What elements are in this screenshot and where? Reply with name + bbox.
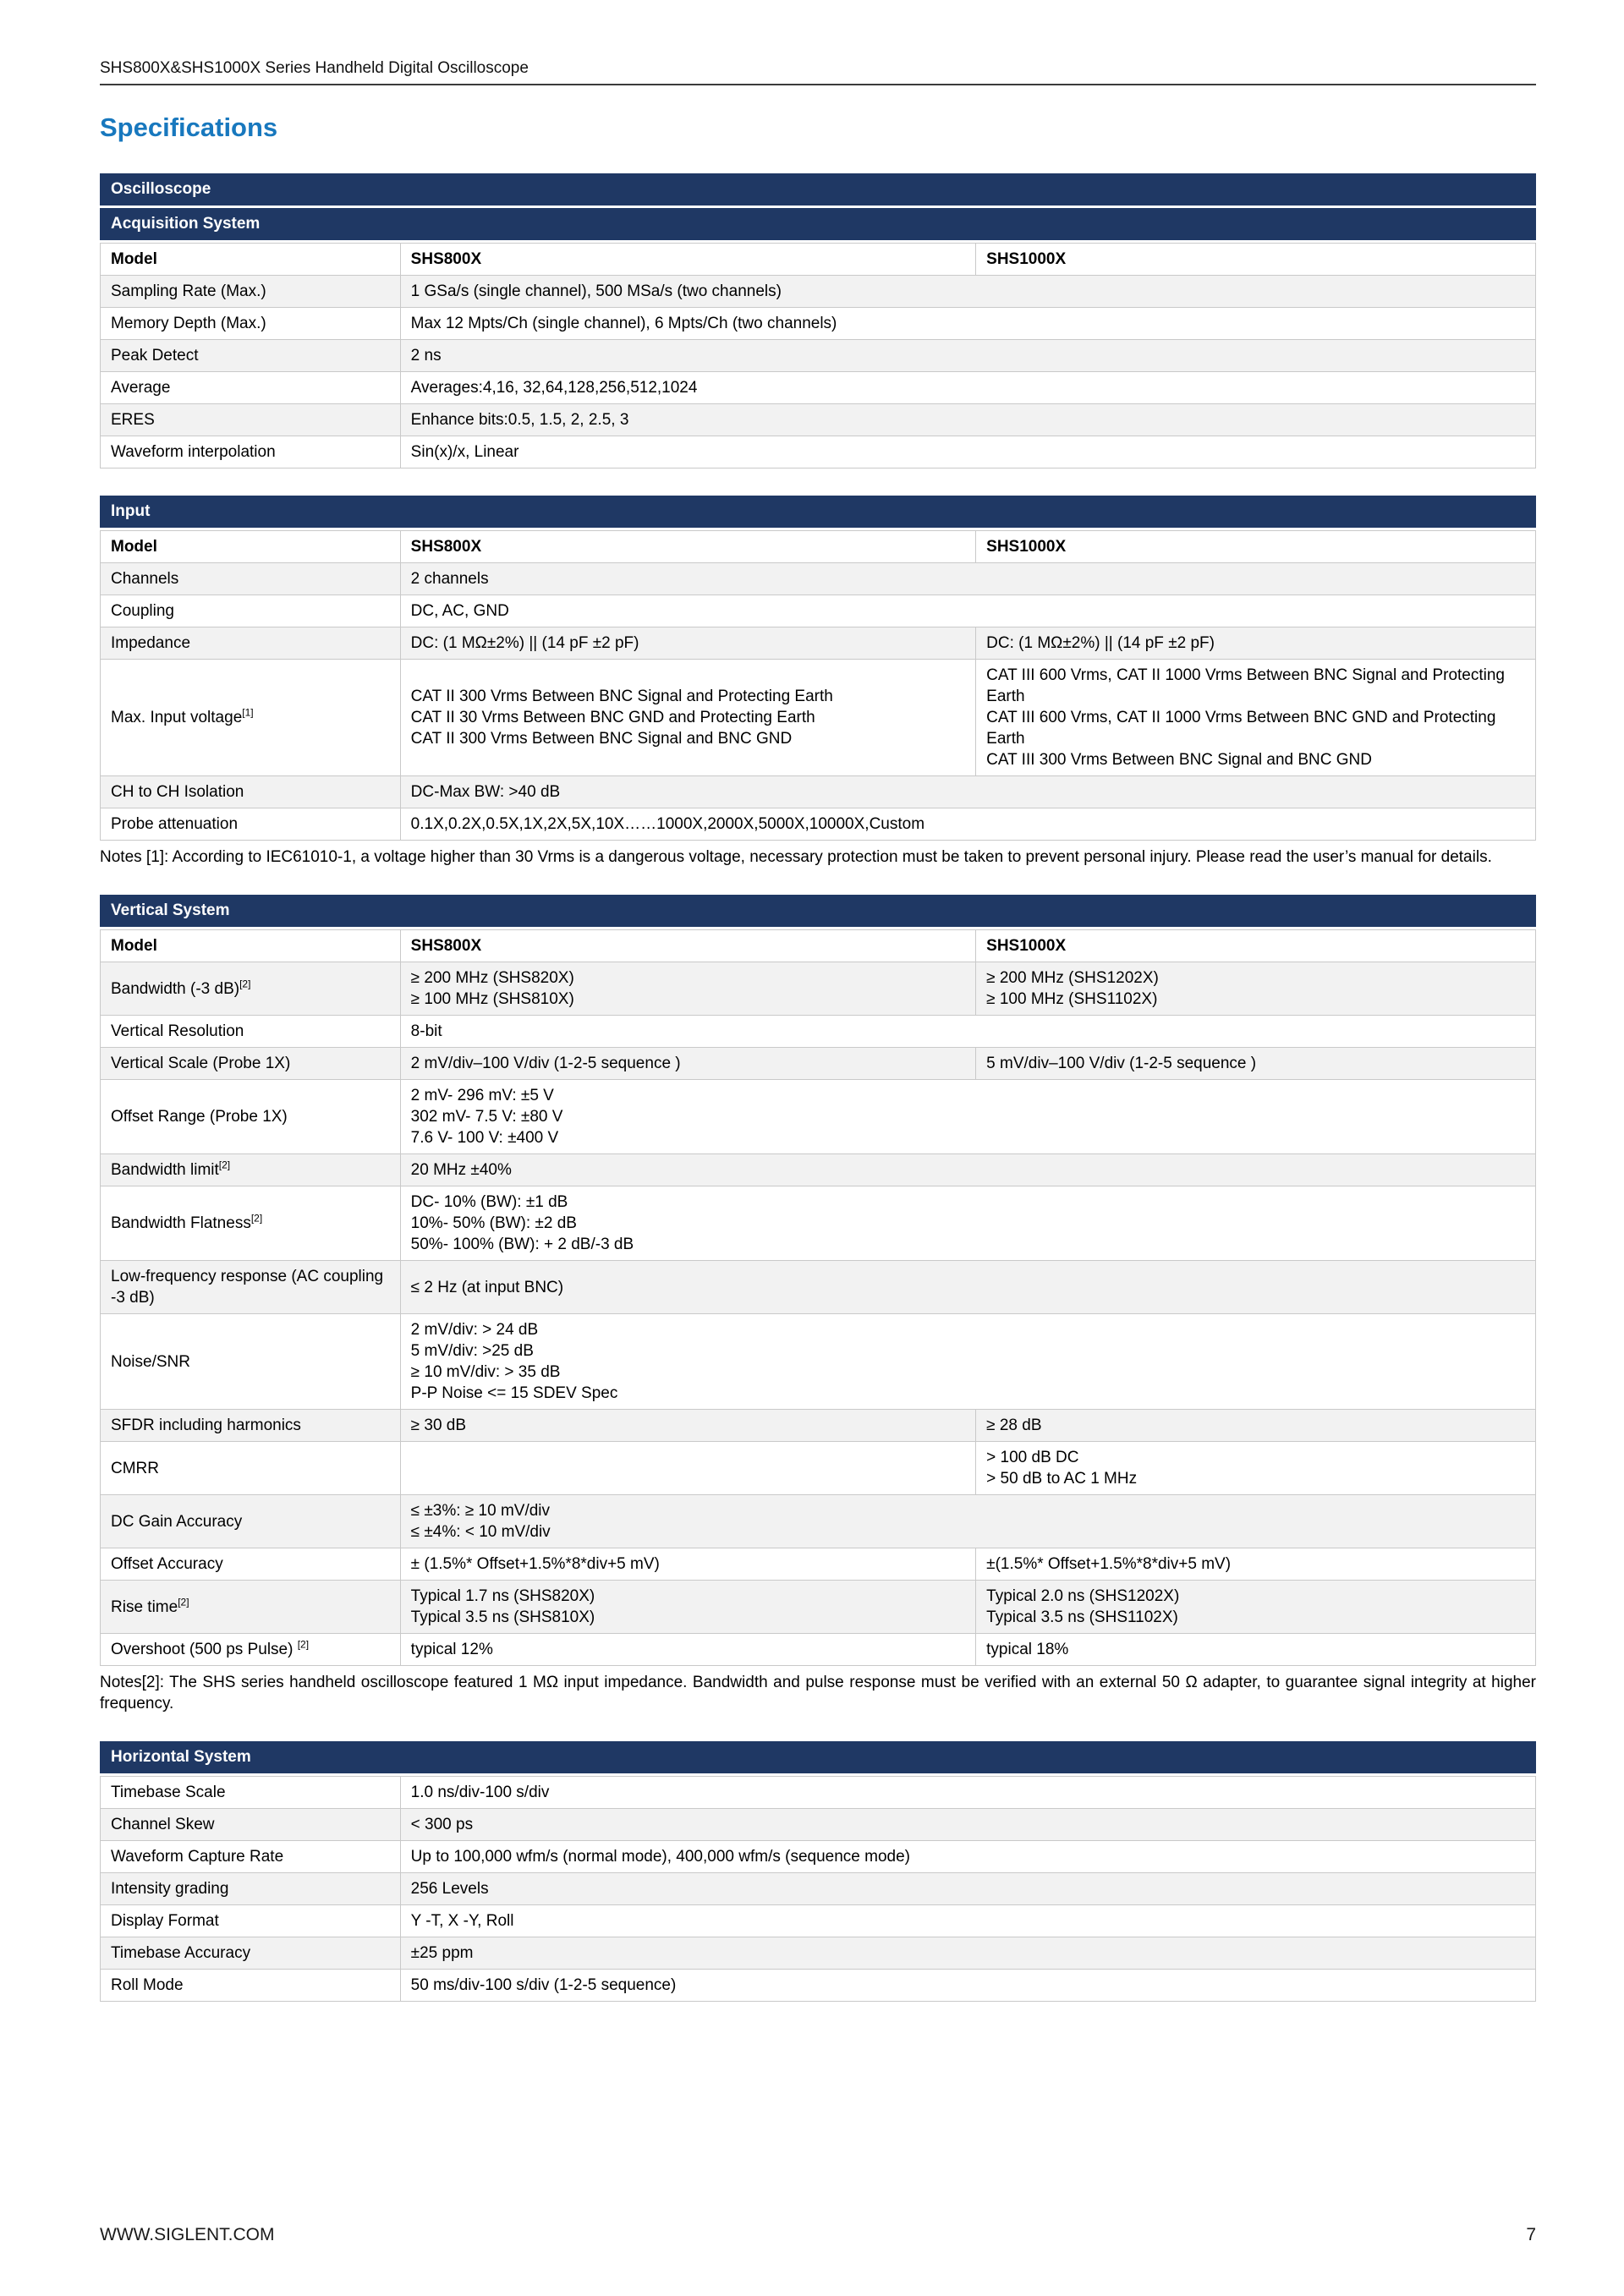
table-footnote: Notes[2]: The SHS series handheld oscilloscope featured 1 MΩ input impedance. Bandwidth and pulse response must be verified with an external 50 Ω adapter, to guarantee signal integrity at higher frequency. xyxy=(100,1674,1536,1712)
table-row xyxy=(101,1905,1536,1937)
row-label: Offset Accuracy xyxy=(101,1548,401,1581)
table-footnote: Notes [1]: According to IEC61010-1, a voltage higher than 30 Vrms is a dangerous voltage, necessary protection must be taken to prevent personal injury. Please read the user’s manual for details. xyxy=(100,848,1492,866)
spec-value-cell: 50 ms/div-100 s/div (1-2-5 sequence) xyxy=(400,1970,1535,2002)
spec-value-cell: Typical 2.0 ns (SHS1202X) Typical 3.5 ns (SHS1102X) xyxy=(976,1581,1536,1634)
row-label: Bandwidth Flatness[2] xyxy=(101,1186,401,1261)
spec-value-cell xyxy=(400,1442,975,1495)
spec-value-cell: SHS1000X xyxy=(976,244,1536,276)
footnote-ref: [2] xyxy=(239,978,251,990)
row-label: ERES xyxy=(101,404,401,436)
footer-website: WWW.SIGLENT.COM xyxy=(100,2225,275,2244)
spec-value-cell: Averages:4,16, 32,64,128,256,512,1024 xyxy=(400,372,1535,404)
row-label: Roll Mode xyxy=(101,1970,401,2002)
table-row xyxy=(101,1548,1536,1581)
spec-value-cell: Sin(x)/x, Linear xyxy=(400,436,1535,469)
spec-value-cell: ≤ 2 Hz (at input BNC) xyxy=(400,1261,1535,1314)
table-row xyxy=(101,244,1536,276)
spec-value-cell: > 100 dB DC > 50 dB to AC 1 MHz xyxy=(976,1442,1536,1495)
row-label: Model xyxy=(101,930,401,962)
row-label: Waveform interpolation xyxy=(101,436,401,469)
document-header-title: SHS800X&SHS1000X Series Handheld Digital Oscilloscope xyxy=(100,59,529,77)
spec-value-cell: SHS1000X xyxy=(976,930,1536,962)
footnote-ref: [2] xyxy=(218,1159,231,1171)
spec-value-cell: ≥ 200 MHz (SHS1202X) ≥ 100 MHz (SHS1102X) xyxy=(976,962,1536,1016)
spec-value-cell: ≤ ±3%: ≥ 10 mV/div ≤ ±4%: < 10 mV/div xyxy=(400,1495,1535,1548)
spec-tables-host xyxy=(100,173,1536,2002)
table-row xyxy=(101,563,1536,595)
spec-value-cell: 2 mV- 296 mV: ±5 V 302 mV- 7.5 V: ±80 V 7.6 V- 100 V: ±400 V xyxy=(400,1080,1535,1154)
table-row xyxy=(101,1777,1536,1809)
spec-value-cell: 0.1X,0.2X,0.5X,1X,2X,5X,10X……1000X,2000X,5000X,10000X,Custom xyxy=(400,808,1535,841)
table-row xyxy=(101,340,1536,372)
row-label: SFDR including harmonics xyxy=(101,1410,401,1442)
spec-value-cell: 8-bit xyxy=(400,1016,1535,1048)
row-label: Noise/SNR xyxy=(101,1314,401,1410)
row-label: Timebase Accuracy xyxy=(101,1937,401,1970)
table-row xyxy=(101,595,1536,627)
spec-value-cell: ≥ 28 dB xyxy=(976,1410,1536,1442)
table-row xyxy=(101,1495,1536,1548)
table-row xyxy=(101,1970,1536,2002)
spec-value-cell: SHS800X xyxy=(400,244,975,276)
spec-value-cell: Up to 100,000 wfm/s (normal mode), 400,000 wfm/s (sequence mode) xyxy=(400,1841,1535,1873)
spec-value-cell: 2 mV/div: > 24 dB 5 mV/div: >25 dB ≥ 10 mV/div: > 35 dB P-P Noise <= 15 SDEV Spec xyxy=(400,1314,1535,1410)
table-body xyxy=(101,930,1536,1666)
row-label: Offset Range (Probe 1X) xyxy=(101,1080,401,1154)
table-row xyxy=(101,1410,1536,1442)
spec-section-horizontal xyxy=(100,1741,1536,2002)
row-label: Rise time[2] xyxy=(101,1581,401,1634)
spec-value-cell: 5 mV/div–100 V/div (1-2-5 sequence ) xyxy=(976,1048,1536,1080)
document-footer xyxy=(100,2225,1536,2245)
row-label: Peak Detect xyxy=(101,340,401,372)
row-label: Model xyxy=(101,244,401,276)
spec-value-cell: typical 18% xyxy=(976,1634,1536,1666)
table-body xyxy=(101,1777,1536,2002)
row-label: Bandwidth (-3 dB)[2] xyxy=(101,962,401,1016)
table-row xyxy=(101,776,1536,808)
document-header xyxy=(100,59,1536,85)
spec-value-cell: 2 ns xyxy=(400,340,1535,372)
row-label: Vertical Scale (Probe 1X) xyxy=(101,1048,401,1080)
section-header-bar: Acquisition System xyxy=(100,208,1536,240)
spec-section-acquisition xyxy=(100,173,1536,469)
row-label: Low-frequency response (AC coupling -3 dB) xyxy=(101,1261,401,1314)
spec-value-cell: SHS1000X xyxy=(976,531,1536,563)
row-label: Timebase Scale xyxy=(101,1777,401,1809)
spec-value-cell: CAT III 600 Vrms, CAT II 1000 Vrms Between BNC Signal and Protecting Earth CAT III 600 Vrms, CAT II 1000 Vrms Between BNC GND and Protecting Earth CAT III 300 Vrms Between BNC Signal and BNC GND xyxy=(976,660,1536,776)
section-header-bar: Vertical System xyxy=(100,895,1536,927)
row-label: Bandwidth limit[2] xyxy=(101,1154,401,1186)
table-row xyxy=(101,1581,1536,1634)
table-body xyxy=(101,244,1536,469)
spec-value-cell: typical 12% xyxy=(400,1634,975,1666)
section-header-bar: Horizontal System xyxy=(100,1741,1536,1773)
table-row xyxy=(101,308,1536,340)
row-label: Intensity grading xyxy=(101,1873,401,1905)
table-row xyxy=(101,1080,1536,1154)
spec-value-cell: 1.0 ns/div-100 s/div xyxy=(400,1777,1535,1809)
row-label: Sampling Rate (Max.) xyxy=(101,276,401,308)
table-row xyxy=(101,930,1536,962)
table-row xyxy=(101,962,1536,1016)
table-row xyxy=(101,1937,1536,1970)
table-row xyxy=(101,276,1536,308)
spec-value-cell: 2 channels xyxy=(400,563,1535,595)
spec-table xyxy=(100,243,1536,469)
row-label: Channel Skew xyxy=(101,1809,401,1841)
row-label: DC Gain Accuracy xyxy=(101,1495,401,1548)
table-row xyxy=(101,1873,1536,1905)
spec-value-cell: Enhance bits:0.5, 1.5, 2, 2.5, 3 xyxy=(400,404,1535,436)
section-header-bar: Input xyxy=(100,496,1536,528)
footnote-ref: [2] xyxy=(178,1596,189,1608)
table-row xyxy=(101,372,1536,404)
spec-value-cell: Max 12 Mpts/Ch (single channel), 6 Mpts/Ch (two channels) xyxy=(400,308,1535,340)
spec-table xyxy=(100,929,1536,1666)
spec-value-cell: 20 MHz ±40% xyxy=(400,1154,1535,1186)
spec-table xyxy=(100,530,1536,841)
spec-section-vertical xyxy=(100,895,1536,1714)
footer-page-number: 7 xyxy=(1526,2225,1536,2244)
spec-value-cell: SHS800X xyxy=(400,531,975,563)
row-label: Overshoot (500 ps Pulse) [2] xyxy=(101,1634,401,1666)
spec-value-cell: DC-Max BW: >40 dB xyxy=(400,776,1535,808)
spec-value-cell: DC: (1 MΩ±2%) || (14 pF ±2 pF) xyxy=(976,627,1536,660)
spec-value-cell: ±(1.5%* Offset+1.5%*8*div+5 mV) xyxy=(976,1548,1536,1581)
spec-value-cell: Typical 1.7 ns (SHS820X) Typical 3.5 ns (SHS810X) xyxy=(400,1581,975,1634)
spec-value-cell: 256 Levels xyxy=(400,1873,1535,1905)
spec-value-cell: SHS800X xyxy=(400,930,975,962)
spec-section-input xyxy=(100,496,1536,868)
spec-value-cell: DC: (1 MΩ±2%) || (14 pF ±2 pF) xyxy=(400,627,975,660)
spec-value-cell: ≥ 30 dB xyxy=(400,1410,975,1442)
row-label: Memory Depth (Max.) xyxy=(101,308,401,340)
table-row xyxy=(101,1841,1536,1873)
spec-value-cell: Y -T, X -Y, Roll xyxy=(400,1905,1535,1937)
spec-value-cell: DC, AC, GND xyxy=(400,595,1535,627)
table-row xyxy=(101,1186,1536,1261)
spec-value-cell: ± (1.5%* Offset+1.5%*8*div+5 mV) xyxy=(400,1548,975,1581)
footnote-ref: [2] xyxy=(297,1638,310,1651)
spec-table xyxy=(100,1776,1536,2002)
row-label: Coupling xyxy=(101,595,401,627)
table-row xyxy=(101,1154,1536,1186)
row-label: Display Format xyxy=(101,1905,401,1937)
spec-value-cell: ≥ 200 MHz (SHS820X) ≥ 100 MHz (SHS810X) xyxy=(400,962,975,1016)
spec-value-cell: ±25 ppm xyxy=(400,1937,1535,1970)
table-body xyxy=(101,531,1536,841)
footnote-ref: [1] xyxy=(242,706,254,719)
row-label: Average xyxy=(101,372,401,404)
table-row xyxy=(101,531,1536,563)
section-header-bar: Oscilloscope xyxy=(100,173,1536,205)
table-row xyxy=(101,404,1536,436)
row-label: Impedance xyxy=(101,627,401,660)
table-row xyxy=(101,436,1536,469)
table-row xyxy=(101,1809,1536,1841)
spec-value-cell: < 300 ps xyxy=(400,1809,1535,1841)
row-label: CH to CH Isolation xyxy=(101,776,401,808)
table-row xyxy=(101,808,1536,841)
table-row xyxy=(101,1261,1536,1314)
table-row xyxy=(101,1016,1536,1048)
table-row xyxy=(101,1442,1536,1495)
row-label: Channels xyxy=(101,563,401,595)
table-row xyxy=(101,1048,1536,1080)
table-row xyxy=(101,627,1536,660)
spec-value-cell: 1 GSa/s (single channel), 500 MSa/s (two channels) xyxy=(400,276,1535,308)
table-row xyxy=(101,1314,1536,1410)
row-label: Vertical Resolution xyxy=(101,1016,401,1048)
spec-value-cell: 2 mV/div–100 V/div (1-2-5 sequence ) xyxy=(400,1048,975,1080)
page-title: Specifications xyxy=(100,112,278,142)
table-row xyxy=(101,660,1536,776)
table-row xyxy=(101,1634,1536,1666)
row-label: Probe attenuation xyxy=(101,808,401,841)
row-label: CMRR xyxy=(101,1442,401,1495)
spec-value-cell: CAT II 300 Vrms Between BNC Signal and Protecting Earth CAT II 30 Vrms Between BNC GND and Protecting Earth CAT II 300 Vrms Between BNC Signal and BNC GND xyxy=(400,660,975,776)
row-label: Waveform Capture Rate xyxy=(101,1841,401,1873)
row-label: Model xyxy=(101,531,401,563)
spec-value-cell: DC- 10% (BW): ±1 dB 10%- 50% (BW): ±2 dB 50%- 100% (BW): + 2 dB/-3 dB xyxy=(400,1186,1535,1261)
footnote-ref: [2] xyxy=(250,1212,263,1225)
row-label: Max. Input voltage[1] xyxy=(101,660,401,776)
